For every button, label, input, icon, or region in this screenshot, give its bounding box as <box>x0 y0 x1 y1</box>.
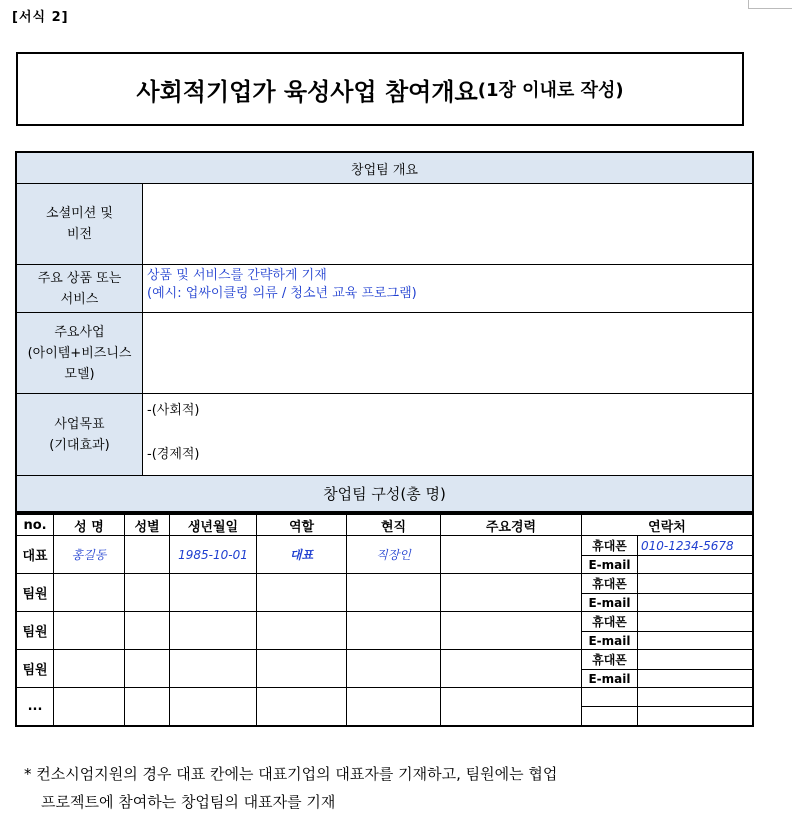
team-row <box>17 574 753 594</box>
team-row <box>17 612 753 632</box>
team-header: 창업팀 구성(총 명) <box>17 476 753 512</box>
member-name[interactable] <box>54 688 125 726</box>
member-birth[interactable] <box>170 574 257 612</box>
phone-label: 휴대폰 <box>582 612 638 632</box>
member-career[interactable] <box>441 688 582 726</box>
member-career[interactable] <box>441 612 582 650</box>
member-gender[interactable] <box>125 536 170 574</box>
overview-row-business <box>17 313 753 394</box>
footnote <box>24 760 764 816</box>
mission-input[interactable] <box>143 184 753 265</box>
member-role[interactable]: 대표 <box>257 536 347 574</box>
phone-value[interactable] <box>638 612 753 632</box>
email-label: E-mail <box>582 556 638 574</box>
col-gender: 성별 <box>125 515 170 536</box>
member-role[interactable] <box>257 688 347 726</box>
email-value[interactable] <box>638 594 753 612</box>
phone-value[interactable] <box>638 574 753 594</box>
member-gender[interactable] <box>125 688 170 726</box>
team-row <box>17 536 753 556</box>
email-value[interactable] <box>638 670 753 688</box>
contact-blank[interactable] <box>638 707 753 726</box>
col-role: 역할 <box>257 515 347 536</box>
member-birth[interactable] <box>170 612 257 650</box>
business-input[interactable] <box>143 313 753 394</box>
member-gender[interactable] <box>125 612 170 650</box>
col-birth: 생년월일 <box>170 515 257 536</box>
phone-label: 휴대폰 <box>582 650 638 670</box>
team-row <box>17 688 753 707</box>
products-input[interactable]: 상품 및 서비스를 간략하게 기재 (예시: 업싸이클링 의류 / 청소년 교육 프로그램) <box>143 265 753 313</box>
member-name[interactable] <box>54 574 125 612</box>
member-name[interactable] <box>54 650 125 688</box>
overview-row-mission <box>17 184 753 265</box>
goals-input[interactable]: -(사회적) -(경제적) <box>143 394 753 476</box>
row-type: ... <box>17 688 54 726</box>
email-label: E-mail <box>582 594 638 612</box>
col-job: 현직 <box>347 515 441 536</box>
col-career: 주요경력 <box>441 515 582 536</box>
row-type: 대표 <box>17 536 54 574</box>
phone-value[interactable]: 010-1234-5678 <box>638 536 753 556</box>
footnote-line-2: 프로젝트에 참여하는 창업팀의 대표자를 기재 <box>41 793 336 811</box>
member-role[interactable] <box>257 574 347 612</box>
overview-row-goals <box>17 394 753 476</box>
member-name[interactable] <box>54 612 125 650</box>
email-label: E-mail <box>582 670 638 688</box>
products-label: 주요 상품 또는 서비스 <box>17 265 143 313</box>
member-role[interactable] <box>257 650 347 688</box>
footnote-line-1: * 컨소시엄지원의 경우 대표 칸에는 대표기업의 대표자를 기재하고, 팀원에는 협업 <box>24 765 558 783</box>
row-type: 팀원 <box>17 574 54 612</box>
title-box <box>16 52 744 126</box>
member-career[interactable] <box>441 574 582 612</box>
page-corner-mark <box>748 0 792 9</box>
member-career[interactable] <box>441 536 582 574</box>
member-gender[interactable] <box>125 650 170 688</box>
phone-label: 휴대폰 <box>582 536 638 556</box>
business-label: 주요사업 (아이템+비즈니스 모델) <box>17 313 143 394</box>
phone-value[interactable] <box>638 650 753 670</box>
team-table <box>16 514 753 726</box>
member-job[interactable] <box>347 650 441 688</box>
member-gender[interactable] <box>125 574 170 612</box>
email-value[interactable] <box>638 632 753 650</box>
overview-header: 창업팀 개요 <box>17 153 753 184</box>
contact-blank[interactable] <box>582 688 638 707</box>
member-birth[interactable]: 1985-10-01 <box>170 536 257 574</box>
form-number-label: [서식 2] <box>12 10 69 25</box>
contact-blank[interactable] <box>582 707 638 726</box>
member-role[interactable] <box>257 612 347 650</box>
team-row <box>17 650 753 670</box>
phone-label: 휴대폰 <box>582 574 638 594</box>
col-name: 성 명 <box>54 515 125 536</box>
member-name[interactable]: 홍길동 <box>54 536 125 574</box>
member-birth[interactable] <box>170 688 257 726</box>
goals-label: 사업목표 (기대효과) <box>17 394 143 476</box>
page-title: 사회적기업가 육성사업 참여개요 <box>136 77 478 106</box>
col-contact: 연락처 <box>582 515 753 536</box>
member-birth[interactable] <box>170 650 257 688</box>
member-job[interactable] <box>347 574 441 612</box>
contact-blank[interactable] <box>638 688 753 707</box>
page-title-note: (1장 이내로 작성) <box>477 80 624 101</box>
mission-label: 소셜미션 및 비전 <box>17 184 143 265</box>
member-job[interactable] <box>347 612 441 650</box>
col-no: no. <box>17 515 54 536</box>
team-column-headers <box>17 515 753 536</box>
member-job[interactable] <box>347 688 441 726</box>
member-career[interactable] <box>441 650 582 688</box>
overview-table <box>16 152 753 512</box>
email-label: E-mail <box>582 632 638 650</box>
member-job[interactable]: 직장인 <box>347 536 441 574</box>
email-value[interactable] <box>638 556 753 574</box>
row-type: 팀원 <box>17 612 54 650</box>
overview-row-products <box>17 265 753 313</box>
row-type: 팀원 <box>17 650 54 688</box>
